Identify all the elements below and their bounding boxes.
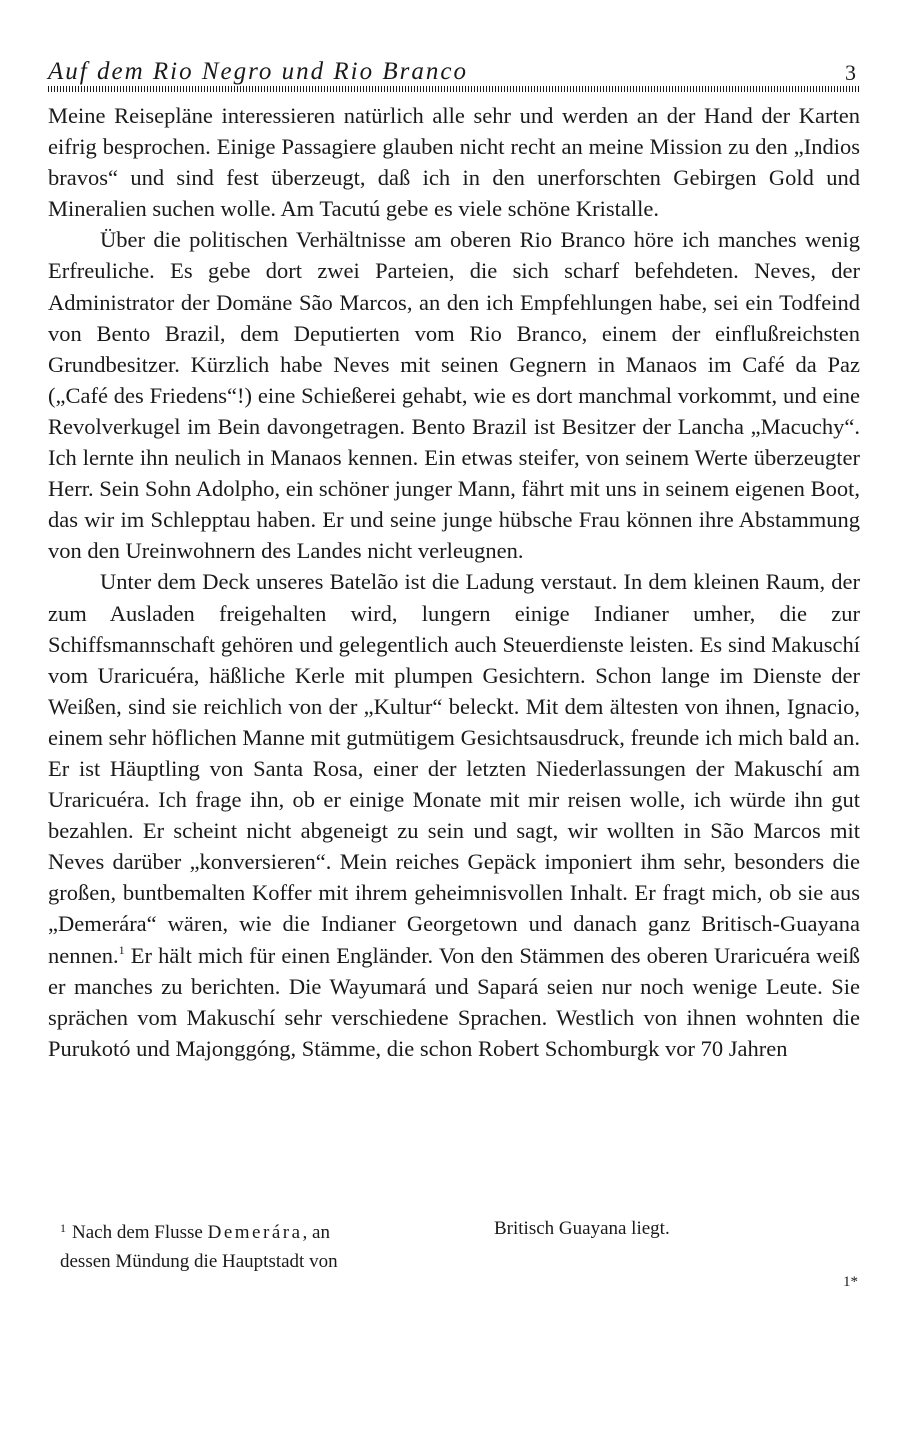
footnote-column-left <box>60 1214 480 1276</box>
footnote-reference: 1 <box>118 942 125 957</box>
footnote-line-2: dessen Mündung die Hauptstadt von <box>60 1251 338 1272</box>
paragraph-3-text-b: Er hält mich für einen Engländer. Von den Stämmen des oberen Uraricuéra weiß er manches zu berichten. Die Wayumará und Sapará seien nur noch wenige Leute. Sie sprächen vom Makuschí sehr verschiedene Sprachen. Westlich von ihnen wohnten die Purukotó und Majonggóng, Stämme, die schon Robert Schomburgk vor 70 Jahren <box>48 942 860 1061</box>
footnote-column-right: Britisch Guayana liegt. <box>494 1218 670 1239</box>
footnote-after-word: , an <box>302 1222 330 1243</box>
paragraph-3 <box>48 566 860 1064</box>
running-title: Auf dem Rio Negro und Rio Branco <box>48 58 468 85</box>
book-page <box>48 52 860 1290</box>
page-number: 3 <box>845 60 856 85</box>
footnote-lead: Nach dem Flusse <box>72 1222 203 1243</box>
paragraph-1: Meine Reisepläne interessieren natürlich alle sehr und werden an der Hand der Karten eifrig besprochen. Einige Passagiere glauben nicht recht an meine Mission zu den „Indios bravos“ und sind fest überzeugt, daß ich in den unerforschten Gebirgen Gold und Mineralien suchen wolle. Am Tacutú gebe es viele schöne Kristalle. <box>48 103 860 222</box>
paragraph-2: Über die politischen Verhältnisse am oberen Rio Branco höre ich manches wenig Erfreuliche. Es gebe dort zwei Parteien, die sich scharf befehdeten. Neves, der Administrator der Domäne São Marcos, an den ich Empfehlungen habe, sei ein Todfeind von Bento Brazil, dem Deputierten vom Rio Branco, einem der einflußreichsten Grundbesitzer. Kürzlich habe Neves mit seinen Gegnern in Manaos im Café da Paz („Café des Friedens“!) eine Schießerei gehabt, wie es dort manchmal vorkommt, und eine Revolverkugel im Bein davongetragen. Bento Brazil ist Besitzer der Lancha „Macuchy“. Ich lernte ihn neulich in Manaos kennen. Ein etwas steifer, von seinem Werte überzeugter Herr. Sein Sohn Adolpho, ein schöner junger Mann, fährt mit uns in seinem eigenen Boot, das wir im Schlepptau haben. Er und seine junge hübsche Frau können ihre Abstammung von den Ureinwohnern des Landes nicht verleugnen. <box>48 227 860 564</box>
header-rule <box>48 86 860 92</box>
footnote-mark: 1 <box>60 1221 66 1235</box>
paragraph-3-text-a: Unter dem Deck unseres Batelão ist die Ladung verstaut. In dem kleinen Raum, der zum Ausladen freigehalten wird, lungern einige Indianer umher, die zur Schiffsmannschaft gehören und gelegentlich auch Steuerdienste leisten. Es sind Makuschí vom Uraricuéra, häßliche Kerle mit plumpen Gesichtern. Schon lange im Dienste der Weißen, sind sie reichlich von der „Kultur“ beleckt. Mit dem ältesten von ihnen, Ignacio, einem sehr höflichen Manne mit gutmütigem Gesichtsausdruck, freunde ich mich bald an. Er ist Häuptling von Santa Rosa, einer der letzten Niederlassungen der Makuschí am Uraricuéra. Ich frage ihn, ob er einige Monate mit mir reisen wolle, ich würde ihn gut bezahlen. Er scheint nicht abgeneigt zu sein und sagt, wir wollten in São Marcos mit Neves darüber „konversieren“. Mein reiches Gepäck imponiert ihm sehr, besonders die großen, buntbemalten Koffer mit ihrem geheimnisvollen Inhalt. Er fragt mich, ob sie aus „Demerára“ wären, wie die Indianer Georgetown und danach ganz Britisch-Guayana nennen. <box>48 569 860 968</box>
signature-mark: 1* <box>843 1274 858 1290</box>
body-text <box>48 100 860 1064</box>
running-head <box>48 52 860 90</box>
footnote-river-name: Demerára <box>207 1222 303 1243</box>
footnote-line-1 <box>60 1214 480 1247</box>
